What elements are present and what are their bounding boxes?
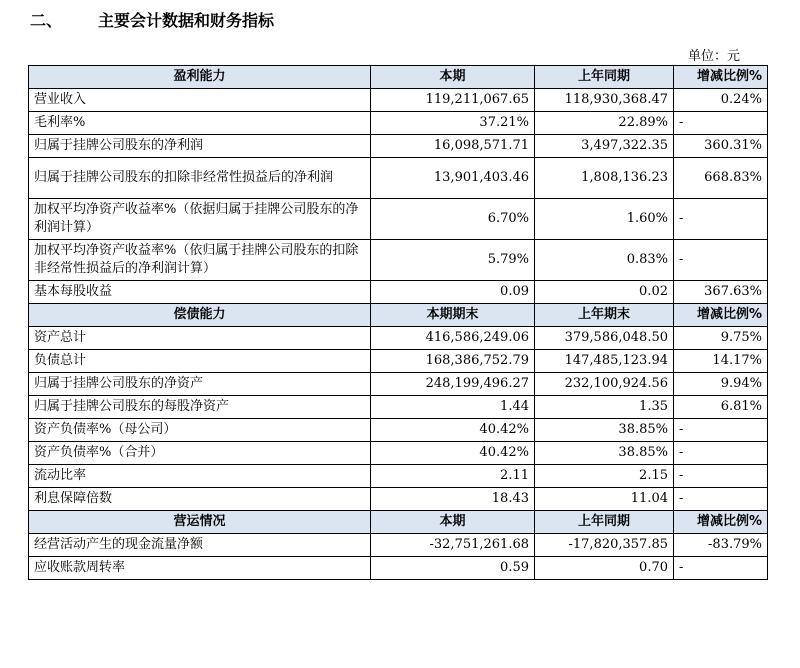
row-label: 资产总计 <box>29 327 371 350</box>
row-value: 9.75% <box>674 327 768 350</box>
row-label: 营业收入 <box>29 89 371 112</box>
section-header-row <box>29 304 768 327</box>
table-row <box>29 396 768 419</box>
row-value: 6.70% <box>371 199 535 240</box>
row-value: 1.35 <box>535 396 674 419</box>
table-row <box>29 158 768 199</box>
column-header: 增减比例% <box>674 66 768 89</box>
table-row <box>29 281 768 304</box>
row-value: - <box>674 442 768 465</box>
table-row <box>29 557 768 580</box>
section-title-cell: 偿债能力 <box>29 304 371 327</box>
column-header: 本期 <box>371 511 535 534</box>
row-value: 18.43 <box>371 488 535 511</box>
row-label: 流动比率 <box>29 465 371 488</box>
row-value: 147,485,123.94 <box>535 350 674 373</box>
column-header: 上年同期 <box>535 66 674 89</box>
row-value: 13,901,403.46 <box>371 158 535 199</box>
section-header-row <box>29 66 768 89</box>
row-value: 5.79% <box>371 240 535 281</box>
row-value: 416,586,249.06 <box>371 327 535 350</box>
row-value: -32,751,261.68 <box>371 534 535 557</box>
row-value: 40.42% <box>371 419 535 442</box>
table-row <box>29 350 768 373</box>
section-heading <box>30 10 274 32</box>
table-row <box>29 419 768 442</box>
section-title: 主要会计数据和财务指标 <box>98 11 275 30</box>
row-value: 9.94% <box>674 373 768 396</box>
row-value: 0.70 <box>535 557 674 580</box>
row-value: 6.81% <box>674 396 768 419</box>
row-value: 0.09 <box>371 281 535 304</box>
row-value: - <box>674 488 768 511</box>
row-value: 40.42% <box>371 442 535 465</box>
row-value: 248,199,496.27 <box>371 373 535 396</box>
row-label: 利息保障倍数 <box>29 488 371 511</box>
row-value: 1.44 <box>371 396 535 419</box>
column-header: 增减比例% <box>674 304 768 327</box>
row-label: 归属于挂牌公司股东的净资产 <box>29 373 371 396</box>
row-value: - <box>674 465 768 488</box>
row-label: 归属于挂牌公司股东的每股净资产 <box>29 396 371 419</box>
row-value: - <box>674 240 768 281</box>
table-row <box>29 199 768 240</box>
column-header: 上年期末 <box>535 304 674 327</box>
row-label: 资产负债率%（合并） <box>29 442 371 465</box>
column-header: 上年同期 <box>535 511 674 534</box>
row-value: 11.04 <box>535 488 674 511</box>
row-value: 2.15 <box>535 465 674 488</box>
row-value: 37.21% <box>371 112 535 135</box>
table-row <box>29 89 768 112</box>
row-value: 2.11 <box>371 465 535 488</box>
row-value: 16,098,571.71 <box>371 135 535 158</box>
row-value: 0.83% <box>535 240 674 281</box>
row-value: 22.89% <box>535 112 674 135</box>
row-value: 379,586,048.50 <box>535 327 674 350</box>
table-row <box>29 112 768 135</box>
column-header: 增减比例% <box>674 511 768 534</box>
row-value: 232,100,924.56 <box>535 373 674 396</box>
section-title-cell: 营运情况 <box>29 511 371 534</box>
table-row <box>29 534 768 557</box>
section-header-row <box>29 511 768 534</box>
row-value: 3,497,322.35 <box>535 135 674 158</box>
row-value: 1,808,136.23 <box>535 158 674 199</box>
row-value: -17,820,357.85 <box>535 534 674 557</box>
row-value: - <box>674 112 768 135</box>
row-value: - <box>674 557 768 580</box>
row-label: 资产负债率%（母公司） <box>29 419 371 442</box>
row-value: 14.17% <box>674 350 768 373</box>
row-label: 加权平均净资产收益率%（依归属于挂牌公司股东的扣除非经常性损益后的净利润计算） <box>29 240 371 281</box>
row-value: - <box>674 419 768 442</box>
row-value: - <box>674 199 768 240</box>
row-label: 基本每股收益 <box>29 281 371 304</box>
table-row <box>29 373 768 396</box>
row-value: 38.85% <box>535 442 674 465</box>
row-value: 119,211,067.65 <box>371 89 535 112</box>
row-label: 经营活动产生的现金流量净额 <box>29 534 371 557</box>
row-label: 应收账款周转率 <box>29 557 371 580</box>
table-row <box>29 442 768 465</box>
row-value: 1.60% <box>535 199 674 240</box>
row-value: 668.83% <box>674 158 768 199</box>
table-row <box>29 465 768 488</box>
section-number: 二、 <box>30 11 63 30</box>
row-value: 38.85% <box>535 419 674 442</box>
unit-label: 单位：元 <box>687 49 740 64</box>
table-row <box>29 327 768 350</box>
table-row <box>29 240 768 281</box>
row-label: 归属于挂牌公司股东的净利润 <box>29 135 371 158</box>
row-value: 0.02 <box>535 281 674 304</box>
table-row <box>29 135 768 158</box>
column-header: 本期 <box>371 66 535 89</box>
row-value: 168,386,752.79 <box>371 350 535 373</box>
column-header: 本期期末 <box>371 304 535 327</box>
row-value: 0.59 <box>371 557 535 580</box>
row-label: 归属于挂牌公司股东的扣除非经常性损益后的净利润 <box>29 158 371 199</box>
row-label: 负债总计 <box>29 350 371 373</box>
row-value: 0.24% <box>674 89 768 112</box>
row-value: 360.31% <box>674 135 768 158</box>
table-row <box>29 488 768 511</box>
row-label: 加权平均净资产收益率%（依据归属于挂牌公司股东的净利润计算） <box>29 199 371 240</box>
row-value: 367.63% <box>674 281 768 304</box>
section-title-cell: 盈利能力 <box>29 66 371 89</box>
row-value: -83.79% <box>674 534 768 557</box>
financial-indicators-table <box>28 65 768 580</box>
row-label: 毛利率% <box>29 112 371 135</box>
row-value: 118,930,368.47 <box>535 89 674 112</box>
